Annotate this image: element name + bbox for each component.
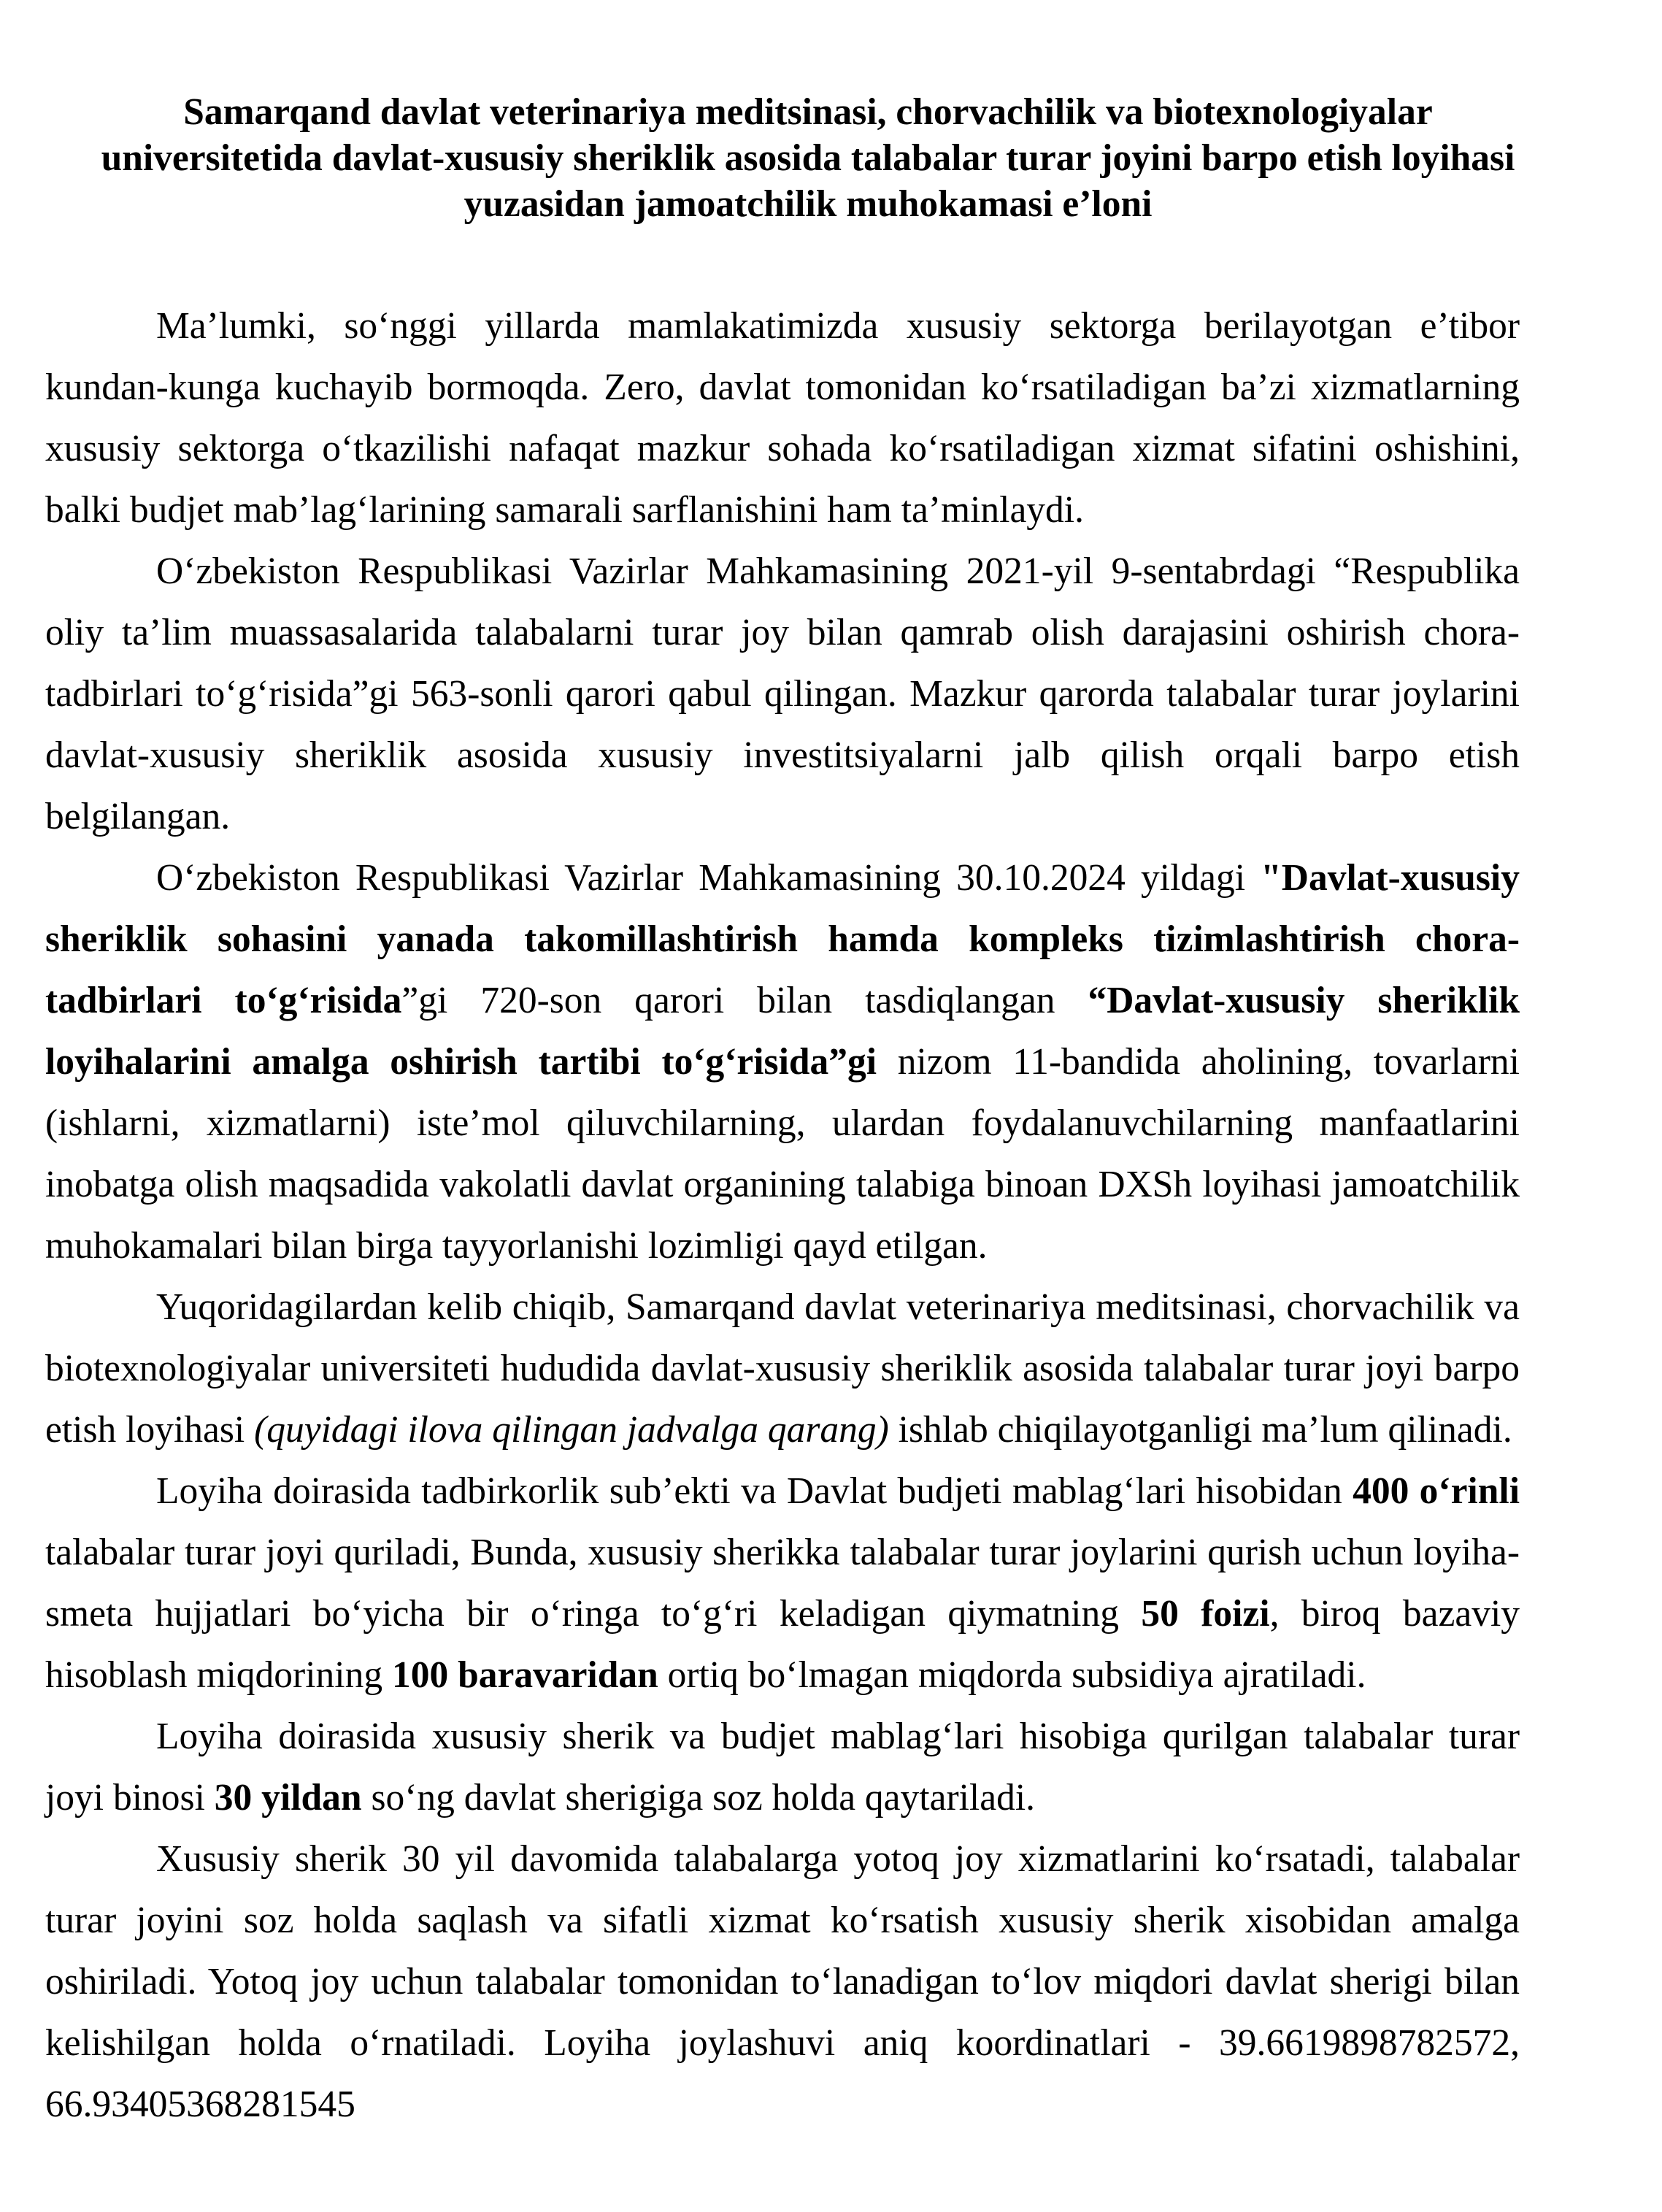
text-span: , biroq bazaviy hisoblash miqdorining [45, 1593, 1520, 1696]
bold-span: 400 o‘rinli [1353, 1470, 1520, 1512]
text-span: so‘ng davlat sherigiga soz holda qaytariladi. [361, 1777, 1036, 1819]
text-span: Loyiha doirasida xususiy sherik va budjet mablag‘lari hisobiga qurilgan talabalar turar joyi binosi [45, 1716, 1520, 1819]
text-span: nizom 11-bandida aholining, tovarlarni (ishlarni, xizmatlarni) iste’mol qiluvchilarning, ulardan foydalanuvchilarning manfaatlarini inobatga olish maqsadida vakolatli davlat organining talabiga binoan DXSh loyihasi jamoatchilik muhokamalari bilan birga tayyorlanishi lozimligi qayd etilgan. [45, 1041, 1520, 1267]
bold-span: 30 yildan [214, 1777, 362, 1819]
text-span: ortiq bo‘lmagan miqdorda subsidiya ajratiladi. [658, 1654, 1366, 1696]
paragraph-intro: Ma’lumki, so‘nggi yillarda mamlakatimizda xususiy sektorga berilayotgan e’tibor kundan-kunga kuchayib bormoqda. Zero, davlat tomonidan ko‘rsatiladigan ba’zi xizmatlarning xususiy sektorga o‘tkazilishi nafaqat mazkur sohada ko‘rsatiladigan xizmat sifatini oshishini, balki budjet mab’lag‘larining samarali sarflanishini ham ta’minlaydi. [45, 305, 1520, 531]
text-span: Loyiha doirasida tadbirkorlik sub’ekti va Davlat budjeti mablag‘lari hisobidan [156, 1470, 1353, 1512]
bold-span: 50 foizi [1141, 1593, 1270, 1635]
paragraph-services-coordinates: Xususiy sherik 30 yil davomida talabalarga yotoq joy xizmatlarini ko‘rsatadi, talabalar turar joyini soz holda saqlash va sifatli xizmat ko‘rsatish xususiy sherik xisobidan amalga oshiriladi. Yotoq joy uchun talabalar tomonidan to‘lanadigan to‘lov miqdori davlat sherigi bilan kelishilgan holda o‘rnatiladi. Loyiha joylashuvi aniq koordinatlari - 39.6619898782572, 66.93405368281545 [45, 1838, 1520, 2125]
paragraph-resolution-720 [45, 848, 1520, 1277]
paragraph-return-term [45, 1706, 1520, 1829]
bold-span: "Davlat-xususiy sheriklik sohasini yanada takomillashtirish hamda kompleks tizimlashtirish chora-tadbirlari to‘g‘risida [45, 857, 1520, 1021]
text-span: ishlab chiqilayotganligi ma’lum qilinadi. [888, 1409, 1512, 1451]
paragraph-capacity-subsidy [45, 1461, 1520, 1706]
text-span: ”gi 720-son qarori bilan tasdiqlangan [401, 980, 1088, 1021]
italic-span: (quyidagi ilova qilingan jadvalga qarang) [254, 1409, 889, 1451]
text-span: talabalar turar joyi quriladi, Bunda, xususiy sherikka talabalar turar joylarini qurish uchun loyiha-smeta hujjatlari bo‘yicha bir o‘ringa to‘g‘ri keladigan qiymatning [45, 1532, 1520, 1635]
text-span: Yuqoridagilardan kelib chiqib, Samarqand davlat veterinariya meditsinasi, chorvachilik va biotexnologiyalar universiteti hududida davlat-xususiy sheriklik asosida talabalar turar joyi barpo etish loyihasi [45, 1286, 1520, 1451]
paragraph-resolution-563: O‘zbekiston Respublikasi Vazirlar Mahkamasining 2021-yil 9-sentabrdagi “Respublika oliy ta’lim muassasalarida talabalarni turar joy bilan qamrab olish darajasini oshirish chora-tadbirlari to‘g‘risida”gi 563-sonli qarori qabul qilingan. Mazkur qarorda talabalar turar joylarini davlat-xususiy sheriklik asosida xususiy investitsiyalarni jalb qilish orqali barpo etish belgilangan. [45, 550, 1520, 837]
paragraph-project-announcement [45, 1277, 1520, 1461]
document-body [45, 296, 1520, 2135]
bold-span: “Davlat-xususiy sheriklik loyihalarini amalga oshirish tartibi to‘g‘risida”gi [45, 980, 1520, 1083]
document-title: Samarqand davlat veterinariya meditsinasi, chorvachilik va biotexnologiyalar universitetida davlat-xususiy sheriklik asosida talabalar turar joyini barpo etish loyihasi yuzasidan jamoatchilik muhokamasi e’loni [101, 91, 1515, 225]
text-span: O‘zbekiston Respublikasi Vazirlar Mahkamasining 30.10.2024 yildagi [156, 857, 1261, 899]
bold-span: 100 baravaridan [391, 1654, 658, 1696]
